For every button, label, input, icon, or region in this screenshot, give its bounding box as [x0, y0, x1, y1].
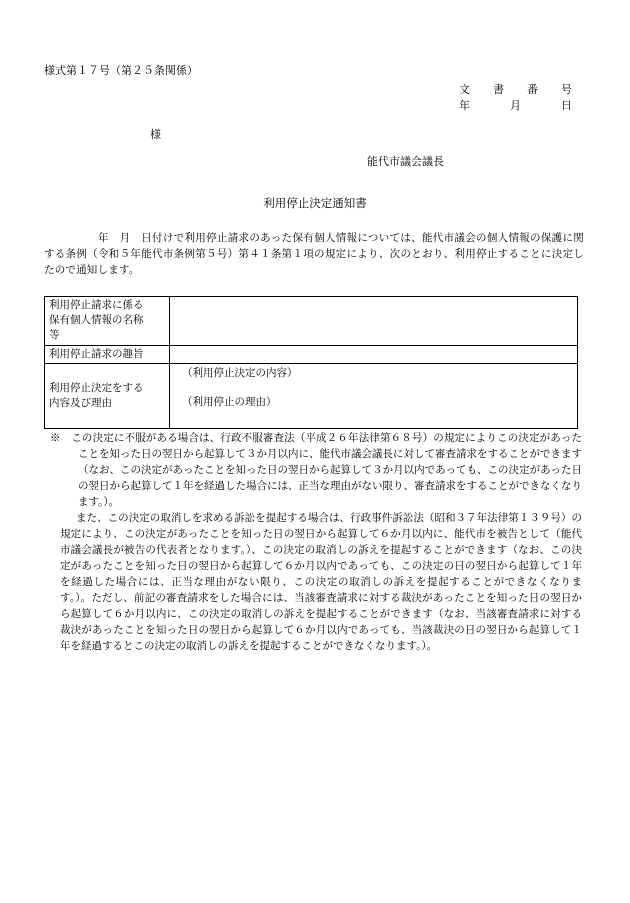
info-name-label-line-2: 保有個人情報の名称	[49, 314, 144, 326]
request-purpose-value	[170, 346, 578, 364]
note-lawsuit: また、この決定の取消しを求める訴訟を提起する場合は、行政事件訴訟法（昭和３７年法律第１３９号）の規定により、この決定があったことを知った日の翌日から起算して６か月以内に、能代市を被告として（能代市議会議長が被告の代表者となります。）、この決定の取消しの訴えを提起することができます（なお、この決定があったことを知った日の翌日から起算して６か月以内であっても、この決定の日の翌日から起算して１年を経過した場合には、正当な理由がない限り、この決定の取消しの訴えを提起することができなくなります。）。ただし、前記の審査請求をした場合には、当該審査請求に対する裁決があったことを知った日の翌日から起算して６か月以内に、この決定の取消しの訴えを提起することができます（なお、当該審査請求に対する裁決があったことを知った日の翌日から起算して６か月以内であっても、当該裁決の日の翌日から起算して１年を経過するとこの決定の取消しの訴えを提起することができなくなります。）。	[60, 512, 582, 652]
document-number-label: 文 書 番 号	[459, 83, 578, 96]
addressee-honorific: 様	[150, 128, 161, 141]
document-title: 利用停止決定通知書	[263, 196, 367, 210]
info-name-label-line-3: 等	[49, 329, 60, 341]
date-label: 年 月 日	[459, 99, 578, 112]
table-row-decision	[45, 364, 578, 429]
decision-label-line-1: 利用停止決定をする	[49, 382, 144, 394]
document-number-block	[459, 82, 578, 114]
note-appeal: ※ この決定に不服がある場合は、行政不服審査法（平成２６年法律第６８号）の規定によりこの決定があったことを知った日の翌日から起算して３か月以内に、能代市議会議長に対して審査請求をすることができます（なお、この決定があったことを知った日の翌日から起算して３か月以内であっても、この決定があった日の翌日から起算して１年を経過した場合には、正当な理由がない限り、審査請求をすることができなくなります。）。	[50, 432, 582, 508]
decision-reason-label: （利用停止の理由）	[182, 396, 277, 408]
table-row-request-purpose	[45, 346, 578, 364]
table-row-info-name	[45, 297, 578, 346]
decision-value	[170, 364, 578, 429]
information-table	[44, 296, 578, 429]
notes-section	[40, 430, 582, 654]
info-name-value	[170, 297, 578, 346]
request-purpose-label: 利用停止請求の趣旨	[45, 346, 170, 364]
sender-name: 能代市議会議長	[367, 155, 444, 168]
info-name-label	[45, 297, 170, 346]
info-name-label-line-1: 利用停止請求に係る	[49, 299, 144, 311]
intro-paragraph: 年 月 日付けで利用停止請求のあった保有個人情報については、能代市議会の個人情報の保護に関する条例（令和５年能代市条例第５号）第４１条第１項の規定により、次のとおり、利用停止することに決定したので通知します。	[44, 232, 584, 276]
decision-label-line-2: 内容及び理由	[49, 397, 112, 409]
decision-label	[45, 364, 170, 429]
form-number: 様式第１７号（第２５条関係）	[44, 64, 198, 77]
decision-content-label: （利用停止決定の内容）	[182, 367, 298, 379]
